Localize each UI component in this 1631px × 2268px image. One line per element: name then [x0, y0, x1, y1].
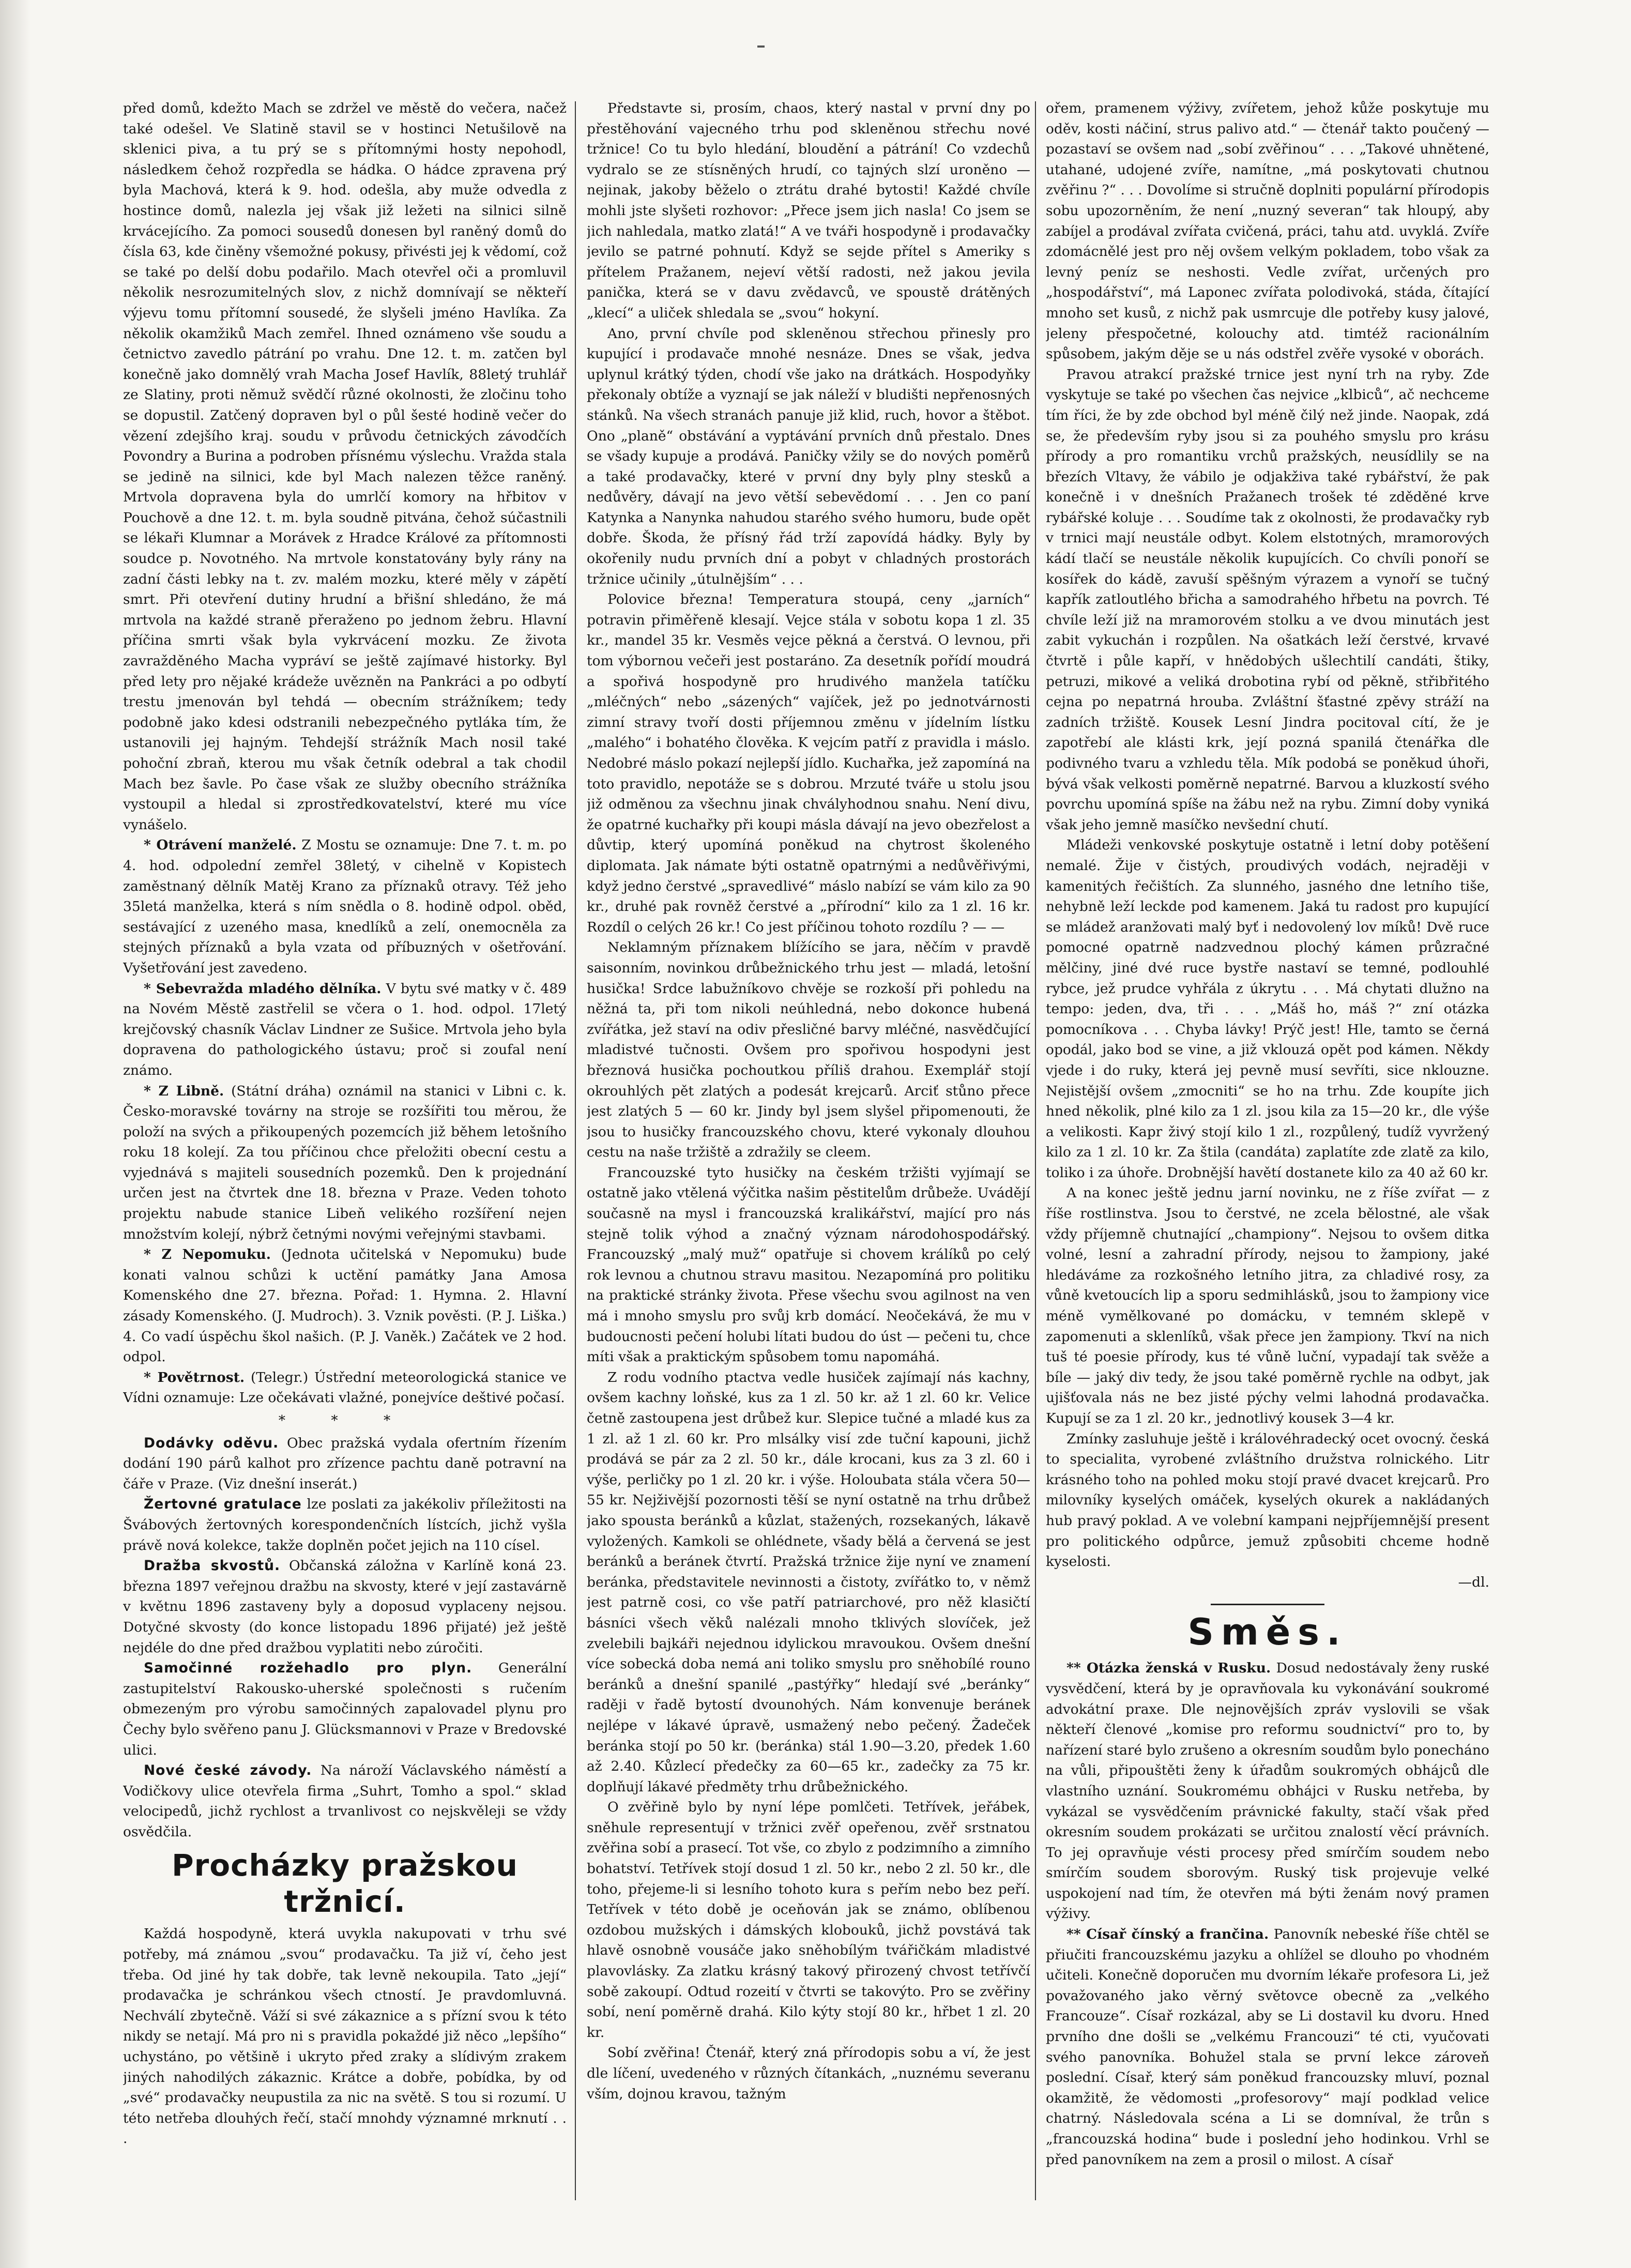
feuilleton-paragraph: Představte si, prosím, chaos, který nastal v první dny po přestěhování vajecného trhu pod skleněnou střechu nové tržnice! Co tu bylo hledání, bloudění a pátrání! Co vzdechů vydralo se ze stísněných hrudí, co tajných slzí uroněno — nejinak, jakoby běželo o ztrátu drahé bytosti! Každé chvíle mohli jste slyšeti rozhovor: „Přece jsem jich nasla! Co jsem se jich nahledala, matko zlatá!“ A ve tváři hospodyně i prodavačky jevilo se patrné pohnutí. Když se sejde přítel s Ameriky s přítelem Pražanem, nejeví větší radosti, než jakou jevila panička, která se v davu zvědavců, ve spoustě drátěných „klecí“ a uliček shledala se „svou“ hokyní.: [587, 100, 1030, 321]
stars-separator: * * *: [278, 1412, 411, 1428]
news-item: [123, 1081, 567, 1245]
notice-heading: Dodávky oděvu.: [144, 1435, 279, 1451]
notice-item: [123, 1433, 567, 1495]
notice-text: Generální zastupitelství Rakousko-uherské společnosti s ručením obmezeným pro výrobu samočinných zapalovadel plynu pro Čechy bylo svěřeno panu J. Glücksmannovi v Praze v Bredovské ulici.: [123, 1660, 567, 1758]
column-1: [123, 98, 567, 2202]
binding-edge: [0, 0, 31, 2268]
notice-text: Obec pražská vydala ofertním řízením dodání 190 párů kalhot pro zřízence pachtu daně potravní na čáře v Praze. (Viz dnešní inserát.): [123, 1435, 567, 1492]
page-mark: [757, 45, 765, 48]
news-text: (Telegr.) Ústřední meteorologická stanice ve Vídni oznamuje: Lze očekávati vlažné, ponejvíce deštivé počasí.: [123, 1369, 567, 1406]
notice-item: [123, 1760, 567, 1842]
news-heading: * Povětrnost.: [144, 1369, 245, 1386]
notice-heading: Samočinné rozžehadlo pro plyn.: [144, 1660, 472, 1677]
news-heading: * Otrávení manželé.: [144, 837, 297, 854]
miscellany-title: Směs.: [1187, 1611, 1348, 1654]
notice-heading: Nové české závody.: [144, 1762, 312, 1779]
notice-heading: Žertovné gratulace: [144, 1496, 302, 1513]
notice-text: Občanská záložna v Karlíně koná 23. března 1897 veřejnou dražbu na skvosty, které v její zastavárně v květnu 1896 zastaveny byly a doposud vyplaceny nejsou. Dotyčné skvosty (do konce listopadu 1896 přijaté) jež ještě nejdéle do dne před dražbou vyplatiti nebo zúročiti.: [123, 1558, 567, 1656]
feuilleton-paragraph: Sobí zvěřina! Čtenář, který zná přírodopis sobu a ví, že jest dle líčení, uvedeného v různých čítankách, „nuznému severanu vším, dojnou kravou, tažným: [587, 2045, 1030, 2102]
author-signature: —dl.: [1458, 1574, 1489, 1590]
article-text: před domů, kdežto Mach se zdržel ve městě do večera, načež také odešel. Ve Slatině stavil se v hostinci Netušilově na sklenici piva, a tu prý se s přítomnými hosty nepohodl, následkem čehož rozpředla se hádka. O hádce zpravena prý byla Machová, která k 9. hod. odešla, aby muže odvedla z hostince domů, nalezla jej však již ležeti na silnici silně krvácejícího. Za pomoci sousedů donesen byl raněný domů do čísla 63, kde činěny všemožné pokusy, přivésti jej k vědomí, což se také po delší dobu podařilo. Mach otevřel oči a promluvil několik nesrozumitelných slov, z nichž domnívají se někteří výjevu tomu přítomní sousedé, že slyšeli jméno Havlíka. Za několik okamžiků Mach zemřel. Ihned oznámeno vše soudu a četnictvo zavedlo pátrání po vrahu. Dne 12. t. m. zatčen byl konečně jako domnělý vrah Macha Josef Havlík, 88letý truhlář ze Slatiny, proti němuž svědčí různé okolnosti, že zločinu toho se dopustil. Zatčený dopraven byl o půl šesté hodině večer do vězení zdejšího kraj. soudu v průvodu četnických závodčích Povondry a Burina a podroben přísnému výslechu. Vražda stala se jedině na silnici, kde byl Mach nalezen těžce raněný. Mrtvola dopravena byla do umrlčí komory na hřbitov v Pouchově a dne 12. t. m. byla soudně pitvána, čehož súčastnili se lékaři Klumnar a Morávek z Hradce Králové za přítomnosti soudce p. Novotného. Na mrtvole konstatovány byly rány na zadní části lebky na t. zv. malém mozku, které měly v zápětí smrt. Při otevření dutiny hrudní a břišní shledáno, že má mrtvola na každé straně přeraženo po jednom žebru. Hlavní příčina smrti však byla vykrvácení mozku. Ze života zavražděného Macha vypráví se ještě zajímavé historky. Byl před lety pro nějaké krádeže uvězněn na Pankráci a po odbytí trestu jmenován byl tehdá — obecním strážníkem; tedy podobně jako kdesi odstranili nebezpečného pytláka tím, že ustanovili jej hajným. Tehdejší strážník Mach nosil také pohoční zbraň, kterou mu však četník odebral a tak chodil Mach bez šavle. Po čase však ze služby obecního strážníka vystoupil a hledal si zprostředkovatelství, které mu více vynášelo.: [123, 100, 567, 833]
feuilleton-paragraph: O zvěřině bylo by nyní lépe pomlčeti. Tetřívek, jeřábek, sněhule representují v tržnici zvěř opeřenou, zvěř srstnatou zvěřina sobí a prasecí. Tot vše, co zbylo z podzimního a zimního bohatství. Tetřívek stojí dosud 1 zl. 50 kr., nebo 2 zl. 50 kr., dle toho, přejeme-li si lesního tohoto kura s peřím nebo bez peří. Tetřívek v této době je oceňován jak se známo, oblíbenou ozdobou mužských i dámských klobouků, jichž povstává tak hlavě osnobně vousáče jako sněhobílým tvářičkám mladistvé plavovlásky. Za zlatku krásný takový přirozený chvost tetřívčí sobě zakoupí. Odtud rozeití v čtvrti se takovýto. Pro se zvěřiny sobí, není poměrně drahá. Kilo kýty stojí 80 kr., hřbet 1 zl. 20 kr.: [587, 1799, 1030, 2041]
misc-heading: ** Císař čínský a frančina.: [1066, 1926, 1269, 1943]
news-text: (Jednota učitelská v Nepomuku) bude konati valnou schůzi k uctění památky Jana Amosa Komenského dne 27. března. Pořad: 1. Hymna. 2. Hlavní zásady Komenského. (J. Mudroch). 3. Vznik pověsti. (P. J. Liška.) 4. Co vadí úspěchu škol našich. (P. J. Vaněk.) Začátek ve 2 hod. odpol.: [123, 1246, 567, 1365]
feuilleton-text: Každá hospodyně, která uvykla nakupovati v trhu své potřeby, má známou „svou“ prodavačku. Ta již ví, čeho jest třeba. Od jiné hy tak dobře, tak levně nekoupila. Tato „její“ prodavačka je schránkou všech ctností. Je pravdomluvná. Nechválí zbytečně. Váží si své zákaznice a s přízní svou k této nikdy se netají. Má pro ni s pravidla pokaždé již něco „lepšího“ uchystáno, po většině i ukryto před zraky a slídivým zrakem jiných nahodilých zákaznic. Krátce a dobře, pobídka, by od „své“ prodavačky neupustila za nic na světě. S tou si rozumí. U této netřeba dlouhých řečí, stačí mnohdy významné mrknutí . . .: [123, 1926, 567, 2147]
news-item: [123, 835, 567, 978]
notice-item: [123, 1556, 567, 1658]
news-text: V bytu své matky v č. 489 na Novém Městě zastřelil se včera o 1. hod. odpol. 17letý krejčovský chasník Václav Lindner ze Sušice. Mrtvola jeho byla dopravena do pathologického ústavu; proč si zoufal není známo.: [123, 980, 567, 1078]
news-item: [123, 1367, 567, 1408]
news-text: (Státní dráha) oznámil na stanici v Libni c. k. Česko-moravské továrny na stroje se rozšířiti tou měrou, že položí na svých a přikoupených pozemcích již během letošního roku 18 kolejí. Za tou příčinou chce přeložiti obecní cestu a vyjednává s majiteli sousedních pozemků. Den k projednání určen jest na čtvrtek dne 18. března v Praze. Veden tohoto projektu nabude stanice Libeň velikého rozšíření nejen množstvím kolejí, nýbrž četnými novými veřejnými stavbami.: [123, 1083, 567, 1242]
misc-text: Dosud nedostávaly ženy ruské vysvědčení, která by je opravňovala ku vykonávání soukromé advokátní praxe. Dle nejnovějších zpráv vyslovili se však někteří členové „komise pro reformu soudnictví“ pro to, by nařízení staré bylo zrušeno a okresním soudům bylo ponecháno na vůli, připouštěti ženy k úřadům soukromých obhájců dle vlastního uznání. Soukromému obhájci v Rusku netřeba, by vykázal se vysvědčením právnické fakulty, stačí však před okresním soudem prokázati se určitou znalostí věcí právních. To jej opravňuje vésti procesy před smírčím soudem nebo smírčím soudem sborovým. Ruský tisk projevuje velké uspokojení nad tím, že otevřen má býti ženám nový pramen výživy.: [1046, 1660, 1489, 1922]
notice-text: Na nároží Václavského náměstí a Vodičkovy ulice otevřela firma „Suhrt, Tomho a spol.“ sklad velocipedů, jichž rychlost a trvanlivost co nejskvěleji se vždy osvědčila.: [123, 1762, 567, 1840]
news-text: Z Mostu se oznamuje: Dne 7. t. m. po 4. hod. odpolední zemřel 38letý, v cihelně v Kopistech zaměstnaný dělník Matěj Krano za příznaků otravy. Též jeho 35letá manželka, která s ním snědla o 8. hodině odpol. oběd, sestávající z uzeného masa, knedlíků a zelí, onemocněla za stejných příznaků a byla vzata od příbuzných v ošetřování. Vyšetřování jest zavedeno.: [123, 837, 567, 976]
misc-item: [1046, 1658, 1489, 1924]
column-rule: [1035, 101, 1036, 2200]
news-item: [123, 979, 567, 1081]
feuilleton-title: Procházky pražskou tržnicí.: [172, 1848, 518, 1920]
misc-item: [1046, 1924, 1489, 2170]
feuilleton-paragraph: Ano, první chvíle pod skleněnou střechou přinesly pro kupující i prodavače mnohé nesnáze. Dnes se však, jedva uplynul krátký týden, chodí vše jako na drátkách. Hospodyňky překonaly obtíže a vyznají se jak náleží v bludišti nepřenosných stánků. Na všech stranách panuje již klid, ruch, hovor a štěbot. Ono „planě“ obstávání a vyptávání prvních dnů přestalo. Dnes se všady kupuje a prodává. Paničky vžily se do nových poměrů a také prodavačky, které v první dny byly plny stesků a nedůvěry, dávají na jevo větší sebevědomí . . . Jen co paní Katynka a Nanynka nahudou starého svého humoru, bude opět dobře. Škoda, že přísný řád trží zapovídá hádky. Byly by okořenily nudu prvních dní a pobyt v chladných prostorách tržnice učinily „útulnějším“ . . .: [587, 325, 1030, 587]
feuilleton-paragraph: Polovice března! Temperatura stoupá, ceny „jarních“ potravin přiměřeně klesají. Vejce stála v sobotu kopa 1 zl. 35 kr., mandel 35 kr. Vesměs vejce pěkná a čerstvá. O levnou, při tom výbornou večeři jest postaráno. Za desetník pořídí moudrá a spořivá hospodyně pro hrudivého manžela tatíčku „mléčných“ nebo „sázených“ vajíček, jež po jednotvárnosti zimní stravy tvoří dosti příjemnou změnu v jídelním lístku „malého“ i bohatého člověka. K vejcím patří z pravidla i máslo. Nedobré máslo pokazí nejlepší jídlo. Kuchařka, jež zapomíná na toto pravidlo, nepotáže se s dobrou. Mrzuté tváře u stolu jsou již odměnou za všechnu jinak chvályhodnou snahu. Není divu, že opatrné kuchařky při koupi másla dávají na jevo obezřelost a důvtip, který upomíná poněkud na chytrost školeného diplomata. Jak námate býti ostatně opatrnými a nedůvěřivými, když jedno čerstvé „spravedlivé“ máslo nabízí se vám kilo za 90 kr., druhé pak rovněž čerstvé a „přírodní“ kilo za 1 zl. 16 kr. Rozdíl o celých 26 kr.! Co jest příčinou tohoto rozdílu ? — —: [587, 591, 1030, 935]
feuilleton-paragraph: Pravou atrakcí pražské trnice jest nyní trh na ryby. Zde vyskytuje se také po všechen čas nejvice „klbiců“, ač nechceme tím říci, že by zde obchod byl méně čilý než jinde. Naopak, zdá se, že především ryby jsou si za pouhého smyslu pro krásu přírody a pro romantiku vrchů pražských, neusídlily se na březích Vltavy, že vábilo je odjakživa také rybářství, že pak konečně i v dnešních Pražanech trošek té zděděné krve rybářské koluje . . . Soudíme tak z okolnosti, že prodavačky ryb v trnici mají neustále odbyt. Kolem elstotných, mramorových kádí tlačí se neustále několik kupujících. Co chvíli ponoří se kosířek do kádě, zavuší spěšným výrazem a vynoří se tučný kapřík zatloutlého břicha a samodrahého hřbetu na povrch. Té chvíle leží již na mramorovém stolku a ve dvou minutách jest zabit vykuchán i rozpůlen. Na ošatkách leží čerstvé, krvavé čtvrtě i půle kapří, v hnědobých ušlechtilí candáti, štiky, petruzi, mikové a veliká drobotina rybí od pěkně, střibřitého cejna po nepatrná hrouba. Zvláštní šťastné zpěvy stráží na zadních tržiště. Kousek Lesní Jindra pocitoval cítí, že je zapotřebí ale klásti krk, její pozná spanilá čtenářka dle podivného tvaru a vzhledu těla. Mík podobá se poněkud úhoři, bývá však velkosti poměrně nepatrné. Barvou a kluzkostí svého povrchu upomíná spíše na žábu než na rybu. Zimní doby vyniká však jeho jemně masíčko nevšední chutí.: [1046, 366, 1489, 833]
notice-text: lze poslati za jakékoliv příležitosti na Švábových žertovných korespondenčních lístcích, jichž vyšla právě nová kolekce, takže doplněn počet jejich na 110 císel.: [123, 1496, 567, 1554]
news-item: [123, 1244, 567, 1367]
notice-item: [123, 1658, 567, 1760]
column-3: [1046, 98, 1489, 2202]
notice-heading: Dražba skvostů.: [144, 1558, 281, 1574]
feuilleton-paragraph: ořem, pramenem výživy, zvířetem, jehož kůže poskytuje mu oděv, kosti náčiní, strus palivo atd.“ — čtenář takto poučený — pozastaví se ovšem nad „sobí zvěřinou“ . . . „Takové uhnětené, utahané, udojené zvíře, namítne, „má poskytovati chutnou zvěřinu ?“ . . . Dovolíme si stručně doplniti populární přírodopis sobu upozorněním, že není „nuzný severan“ tak hloupý, aby zabíjel a prodával zvířata cvičená, práci, tahu atd. uvyklá. Zvíře zdomácnělé jest pro něj ovšem velkým pokladem, tobo však za levný peníz se neshosti. Vedle zvířat, určených pro „hospodářství“, má Laponec zvířata polodivoká, stáda, čítající mnoho set kusů, z nichž pak usmrcuje dle potřeby kusy jalové, jeleny přespočetné, kolouchy atd. timtéž racionálním spůsobem, jakým děje se u nás odstřel zvěře vysoké v oborách.: [1046, 100, 1489, 362]
column-rule: [575, 101, 576, 2200]
news-heading: * Z Nepomuku.: [144, 1246, 271, 1263]
feuilleton-paragraph: Z rodu vodního ptactva vedle husiček zajímají nás kachny, ovšem kachny loňské, kus za 1 zl. 50 kr. až 1 zl. 60 kr. Velice četně zastoupena jest drůbež kur. Slepice tučné a mladé kus za 1 zl. až 1 zl. 60 kr. Pro mlsálky visí zde tuční kapouni, jichž prodává se pár za 2 zl. 50 kr., dále krocani, kus za 3 zl. 60 i výše, perličky po 1 zl. 20 kr. i výše. Holoubata stála včera 50—55 kr. Nejživější pozornosti těší se nyní ostatně na trhu drůbež jako spousta beránků a kůzlat, stažených, rozsekaných, lákavě vyložených. Kamkoli se ohlédnete, všady bělá a červená se jest beránků a beránek čtvrtí. Pražská tržnice žije nyní ve znamení beránka, představitele nevinnosti a čistoty, zvířátko to, v němž jest patrně cosi, co vše patří patriarchové, pro něž klasičtí básníci všech věků nalézali mnoho tklivých slovíček, jež zvelebili bajkáři nejednou idylickou mravoukou. Ovšem dnešní více sobecká doba nemá ani toliko smyslu pro sněhobílé rouno beránků a dnešní spanilé „pastýřky“ hledají své „beránky“ raději v řadě bytostí dvounohých. Nám konvenuje beránek nejlépe v lákavé úpravě, usmažený nebo pečený. Žadeček beránka stojí po 50 kr. (beránka) stál 1.90—3.20, předek 1.60 až 2.40. Kůzlecí předečky za 60—65 kr., zadečky za 75 kr. doplňují lákavé předměty trhu drůbežnického.: [587, 1369, 1030, 1795]
feuilleton-paragraph: A na konec ještě jednu jarní novinku, ne z říše zvířat — z říše rostlinstva. Jsou to čerstvé, ne zcela bělostné, ale však vždy příjemně chutnající „championy“. Nejsou to ovšem ditka volné, lesní a zahradní přírody, nejsou to žampiony, jaké hledáváme za rozkošného letního jitra, za chladivé rosy, za vůně kvetoucích lip a sporu sedmihlásků, jsou to žampiony vice méně vymělkované po domácku, v temném sklepě v zapomenuti a sklenlíků, však přece jen žampiony. Tkví na nich tuš té poesie přírody, kus té vůně luční, vypadají tak svěže a bíle — jaký div tedy, že jsou také poměrně rychle na odbyt, jak ujišťovala nás ne bez jisté pýchy velmi lahodná prodavačka. Kupují se za 1 zl. 20 kr., jednotlivý kousek 3—4 kr.: [1046, 1185, 1489, 1426]
news-heading: * Z Libně.: [144, 1083, 224, 1099]
notice-item: [123, 1494, 567, 1556]
feuilleton-paragraph: Neklamným příznakem blížícího se jara, něčím v pravdě saisonním, novinkou drůbežnického trhu jest — mladá, letošní husička! Srdce labužníkovo chvěje se rozkoší při pohledu na něžná ta, při tom nikoli neúhledná, nebo dokonce hubená zvířátka, jež staví na odiv přesličné barvy mléčné, nasvědčující mladistvé tučnosti. Ovšem pro spořivou hospodyni jest březnová husička pochoutkou příliš drahou. Exemplář stojí okrouhlých pět zlatých a podesát krejcarů. Arciť stůno přece jest zlatých 5 — 60 kr. Jindy byl jsem slyšel připomenouti, že jsou to husičky francouzského chovu, které vykonaly dlouhou cestu na naše tržiště a zdražily se cleem.: [587, 939, 1030, 1161]
feuilleton-paragraph: Mládeži venkovské poskytuje ostatně i letní doby potěšení nemalé. Žije v čistých, proudivých vodách, nejraději v kamenitých řečištích. Za slunného, jasného dne letního tiše, nehybně leží leckde pod kamenem. Jaká tu radost pro kupující se mládež aranžovati malý byť i nedovolený lov míků! Dvě ruce pomocné opatrně nadzvednou plochý kámen průzračné mělčiny, jiné dvé ruce bystře nastaví se temné, podlouhlé rybce, jež prudce vyhřála z úkrytu . . . Má chytati dlužno na tempo: jeden, dva, tři . . . „Máš ho, máš ?“ zní otázka pomocníkova . . . Chyba lávky! Prýč jest! Hle, tamto se černá opodál, jako bod se vine, a již vklouzá opět pod kámen. Někdy vjede i do ruky, která jej pevně musí sevříti, sice nklouzne. Nejistější ovšem „zmocniti“ se ho na trhu. Zde koupíte jich hned několik, plné kilo za 1 zl. jsou kila za 15—20 kr., dle výše a velikosti. Kapr živý stojí kilo 1 zl., rozpůlený, tudíž vyvržený kilo za 1 zl. 10 kr. Za štila (candáta) zaplatíte zde zlatě za kilo, toliko i za úhoře. Drobnější havětí dostanete kilo za 40 až 60 kr.: [1046, 837, 1489, 1181]
misc-heading: ** Otázka ženská v Rusku.: [1066, 1660, 1271, 1677]
section-divider: [1211, 1604, 1324, 1605]
news-heading: * Sebevražda mladého dělníka.: [144, 980, 382, 997]
feuilleton-paragraph: Zmínky zasluhuje ještě i královéhradecký ocet ovocný. česká to specialita, vyrobené zvláštního družstva rolnického. Litr krásného toho na pohled moku stojí pravé dvacet krejcarů. Pro milovníky kyselých omáček, kyselých okurek a nakládaných hub pravý poklad. A ve volební kampani nejpříjemnější present pro politického odpůrce, jemuž způsobiti chceme hodně kyselosti.: [1046, 1430, 1489, 1570]
feuilleton-paragraph: Francouzské tyto husičky na českém tržišti vyjímají se ostatně jako vtělená výčitka našim pěstitelům drůbeže. Uvádějí současně na mysl i francouzská kralikářství, mající pro nás stejně tolik výhod a značný význam národohospodářský. Francouzský „malý muž“ opatřuje si chovem králíků po celý rok levnou a chutnou stravu masitou. Nezapomíná pro politiku na praktické stránky života. Přese všechu svou agilnost na ven má i mnoho smyslu pro svůj krb domácí. Neočekává, že mu v budoucnosti pečení holubi lítati budou do úst — pečeni tu, chce míti však a praktickým spůsobem tomu napomáhá.: [587, 1164, 1030, 1365]
column-2: [587, 98, 1030, 2202]
misc-text: Panovník nebeské říše chtěl se přiučiti francouzskému jazyku a ohlížel se dlouho po vhodném učiteli. Konečně doporučen mu dvorním lékaře profesora Li, jež považovaného jako věrný světovce obecně za „velkého Francouze“. Císař rozkázal, aby se Li dostavil ku dvoru. Hned prvního dne došli se „velkému Francouzi“ té cti, vyučovati svého panovníka. Bohužel stala se první lekce zároveň poslední. Císař, který sám poněkud francouzsky mluví, poznal okamžitě, že vědomosti „profesorovy“ mají podklad velice chatrný. Následovala scéna a Li se domníval, že trůn s „francouzská hodina“ bude i poslední jeho hodinkou. Vrhl se před panovníkem na zem a prosil o milost. A císař: [1046, 1926, 1489, 2168]
